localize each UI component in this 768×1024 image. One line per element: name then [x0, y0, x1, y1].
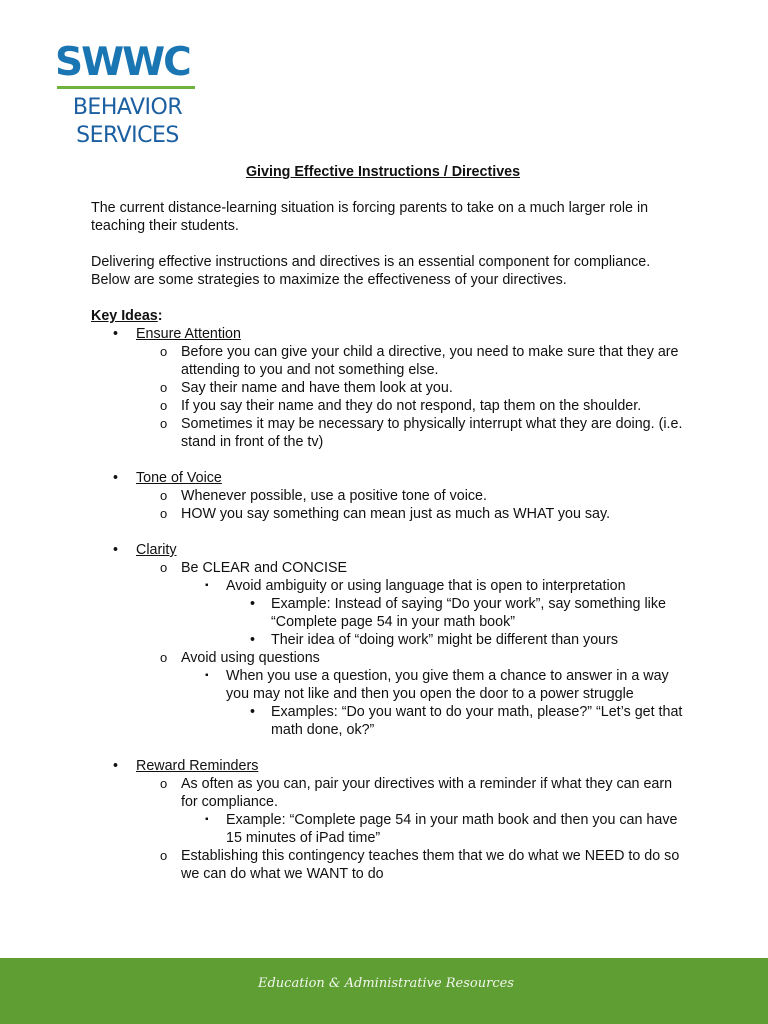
list-item	[136, 649, 691, 739]
list-item: o Say their name and have them look at you.	[136, 379, 691, 397]
list-item	[181, 667, 691, 739]
intro-paragraph: The current distance-learning situation is forcing parents to take on a much larger role in teaching their students.	[91, 200, 649, 234]
footer-banner	[0, 958, 768, 1024]
list-item	[181, 577, 691, 649]
list-item-text: Avoid ambiguity or using language that is open to interpretation	[226, 578, 626, 594]
list-item: o Whenever possible, use a positive tone of voice.	[136, 487, 691, 505]
logo-wordmark: SWWC	[55, 40, 190, 85]
section-heading: Ensure Attention	[136, 326, 241, 342]
swwc-logo	[55, 40, 200, 150]
key-ideas-heading: Key Ideas:	[91, 308, 163, 324]
logo-subtitle-line2: SERVICES	[76, 123, 179, 148]
list-item: • Examples: “Do you want to do your math, please?” “Let’s get that math done, ok?”	[226, 703, 691, 739]
list-item: • Their idea of “doing work” might be different than yours	[226, 631, 691, 649]
list-item-text: When you use a question, you give them a chance to answer in a way you may not like and then you open the door to a power struggle	[226, 668, 669, 702]
list-item: o Establishing this contingency teaches them that we do what we NEED to do so we can do what we WANT to do	[136, 847, 691, 883]
section-heading: Reward Reminders	[136, 758, 259, 774]
list-item: o HOW you say something can mean just as much as WHAT you say.	[136, 505, 691, 523]
list-item	[136, 775, 691, 847]
list-item-text: As often as you can, pair your directives with a reminder if what they can earn for compliance.	[181, 776, 673, 810]
section-clarity	[91, 541, 691, 739]
list-item: ▪ Example: “Complete page 54 in your math book and then you can have 15 minutes of iPad time”	[181, 811, 691, 847]
list-item-text: Avoid using questions	[181, 650, 320, 666]
section-ensure-attention	[91, 325, 691, 451]
document-title: Giving Effective Instructions / Directives	[245, 164, 521, 180]
logo-rule	[57, 86, 195, 89]
list-item	[136, 559, 691, 649]
logo-subtitle	[55, 94, 200, 150]
purpose-paragraph: Delivering effective instructions and directives is an essential component for compliance. Below are some strategies to maximize the effectiveness of your directives.	[91, 254, 651, 288]
list-item-text: Be CLEAR and CONCISE	[181, 560, 348, 576]
key-ideas-list	[91, 325, 691, 883]
list-item: • Example: Instead of saying “Do your work”, say something like “Complete page 54 in your math book”	[226, 595, 691, 631]
footer-text: Education & Administrative Resources	[258, 976, 514, 991]
section-tone-of-voice	[91, 469, 691, 523]
section-reward-reminders	[91, 757, 691, 883]
logo-subtitle-line1: BEHAVIOR	[72, 95, 183, 120]
list-item: o If you say their name and they do not respond, tap them on the shoulder.	[136, 397, 691, 415]
list-item: o Before you can give your child a directive, you need to make sure that they are attending to you and not something else.	[136, 343, 691, 379]
section-heading: Tone of Voice	[136, 470, 222, 486]
list-item: o Sometimes it may be necessary to physically interrupt what they are doing. (i.e. stand in front of the tv)	[136, 415, 691, 451]
section-heading: Clarity	[136, 542, 177, 558]
document-body	[91, 163, 691, 883]
